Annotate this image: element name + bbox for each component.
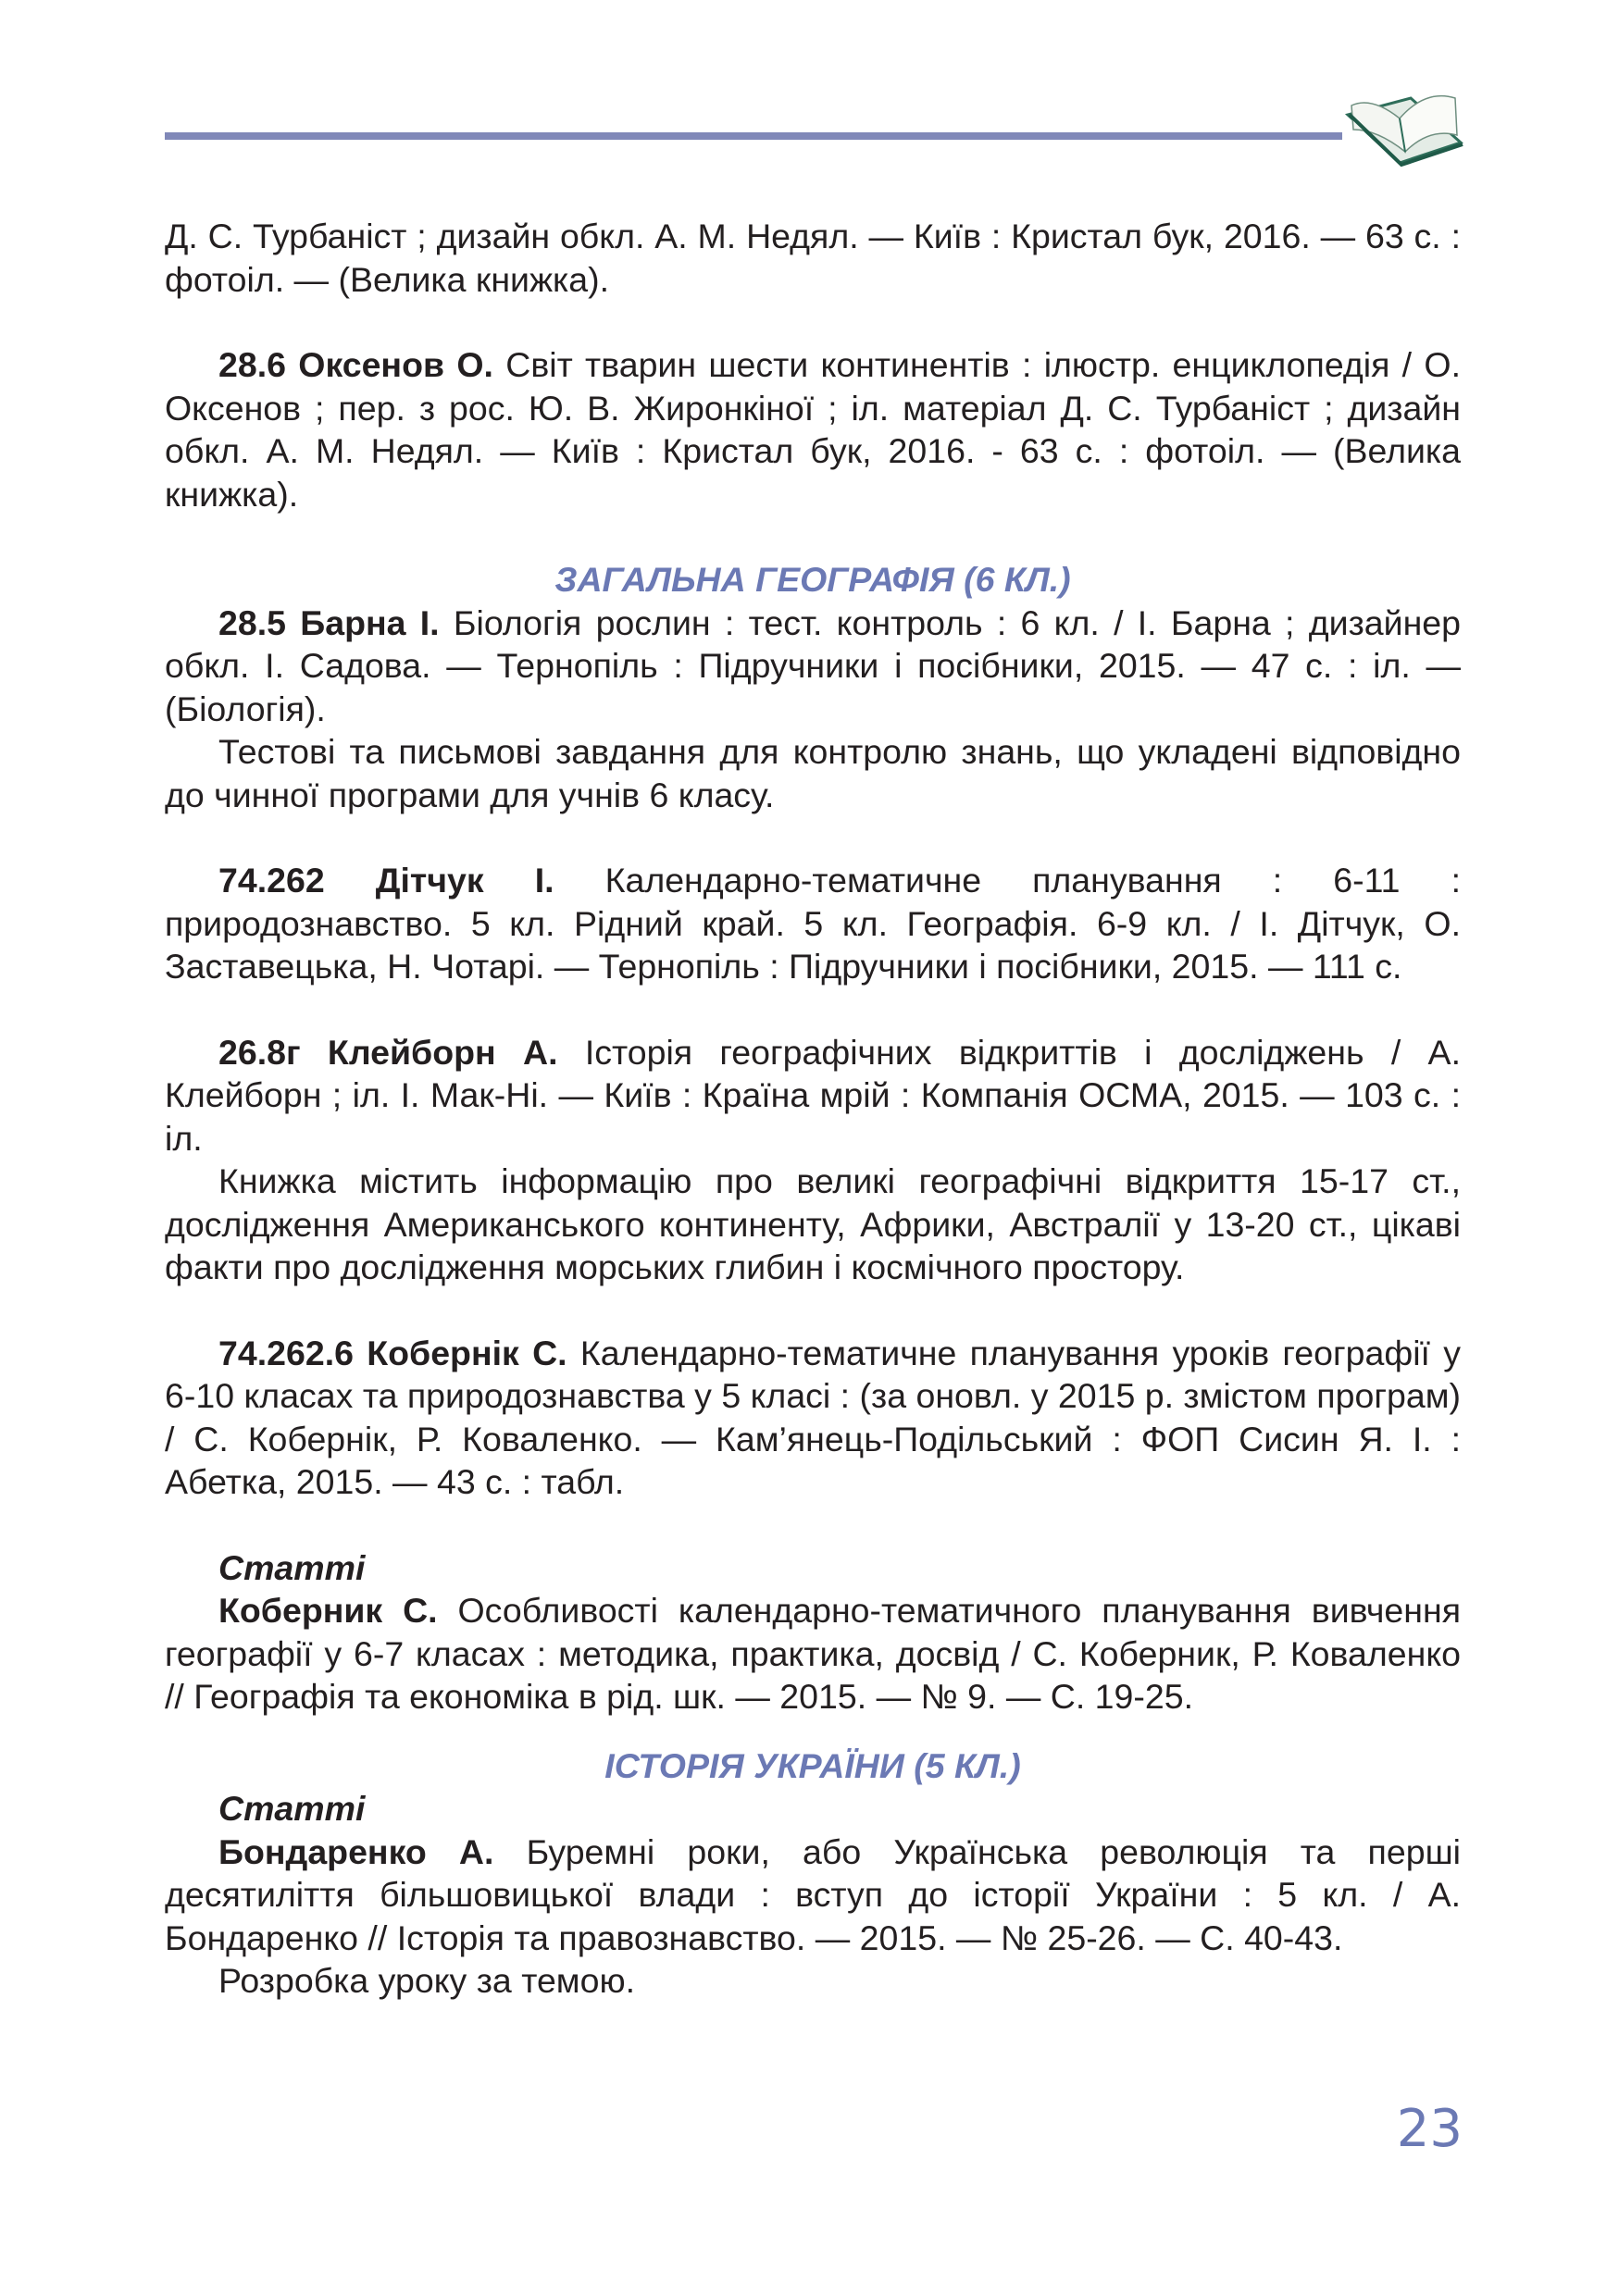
subheading-articles: Статті — [218, 1547, 366, 1587]
page-number: 23 — [1396, 2099, 1463, 2159]
entry-code: 28.5 Барна І. — [218, 602, 440, 642]
bibliography-content — [165, 215, 1461, 2003]
entry-annotation: Розробка уроку за темою. — [218, 1961, 635, 2000]
entry-annotation: Тестові та письмові завдання для контролю знань, що укладені відповідно до чинної програми для учнів 6 класу. — [165, 732, 1461, 814]
entry-kobernyk-article — [165, 1589, 1461, 1719]
entry-code: 28.6 Оксенов О. — [218, 345, 493, 384]
header-rule — [165, 132, 1342, 140]
open-book-icon — [1344, 78, 1464, 170]
entry-continuation: Д. С. Турбаніст ; дизайн обкл. А. М. Недял. — Київ : Кристал бук, 2016. — 63 с. : фотоіл. — (Велика книжка). — [165, 217, 1461, 299]
entry-bondarenko — [165, 1831, 1461, 1960]
entry-text: Особливості календарно-тематичного планування вивчення географії у 6-7 класах : методика, практика, досвід / С. Коберник, Р. Коваленко // Географія та економіка в рід. шк. — 2015. — № 9. — С. 19-25. — [165, 1591, 1461, 1716]
entry-code: 74.262.6 Кобернік С. — [218, 1333, 567, 1372]
entry-code: Коберник С. — [218, 1591, 438, 1630]
entry-text: Буремні роки, або Українська революція та перші десятиліття більшовицької влади : вступ до історії України : 5 кл. / А. Бондаренко // Історія та правознавство. — 2015. — № 25-26. — С. 40-43. — [165, 1831, 1461, 1957]
entry-text: Календарно-тематичне планування уроків географії у 6-10 класах та природознавства у 5 класі : (за оновл. у 2015 р. змістом програм) / С. Кобернік, Р. Коваленко. — Кам’янець-Подільський : ФОП Сисин Я. І. : Абетка, 2015. — 43 с. : табл. — [165, 1333, 1462, 1501]
entry-code: 74.262 Дітчук І. — [218, 861, 554, 900]
section-heading-history: ІСТОРІЯ УКРАЇНИ (5 КЛ.) — [604, 1745, 1021, 1785]
entry-code: Бондаренко А. — [218, 1831, 494, 1871]
entry-annotation: Книжка містить інформацію про великі географічні відкриття 15-17 ст., дослідження Американського континенту, Африки, Австралії у 13-20 ст., цікаві факти про дослідження морських глибин і космічного простору. — [165, 1161, 1461, 1286]
entry-text: Світ тварин шести континентів : ілюстр. енциклопедія / О. Оксенов ; пер. з рос. Ю. В. Жиронкіної ; іл. матеріал Д. С. Турбаніст ; дизайн обкл. А. М. Недял. — Київ : Кристал бук, 2016. - 63 с. : фотоіл. — (Велика книжка). — [165, 345, 1461, 514]
entry-kleiborn — [165, 1031, 1461, 1160]
entry-kobernik — [165, 1332, 1461, 1504]
section-heading-geography: ЗАГАЛЬНА ГЕОГРАФІЯ (6 КЛ.) — [554, 560, 1071, 599]
subheading-articles: Статті — [218, 1789, 366, 1828]
entry-ditchuk — [165, 859, 1461, 988]
entry-oksenov — [165, 343, 1461, 515]
entry-text: Біологія рослин : тест. контроль : 6 кл. / І. Барна ; дизайнер обкл. І. Садова. — Тернопіль : Підручники і посібники, 2015. — 47 с. : іл. — (Біологія). — [165, 602, 1461, 728]
entry-code: 26.8г Клейборн А. — [218, 1032, 558, 1072]
entry-text: Історія географічних відкриттів і досліджень / А. Клейборн ; іл. І. Мак-Ні. — Київ : Країна мрій : Компанія ОСМА, 2015. — 103 с. : іл. — [165, 1032, 1461, 1158]
entry-barna — [165, 602, 1461, 731]
entry-text: Календарно-тематичне планування : 6-11 : природознавство. 5 кл. Рідний край. 5 кл. Географія. 6-9 кл. / І. Дітчук, О. Заставецька, Н. Чотарі. — Тернопіль : Підручники і посібники, 2015. — 111 с. — [165, 861, 1461, 986]
